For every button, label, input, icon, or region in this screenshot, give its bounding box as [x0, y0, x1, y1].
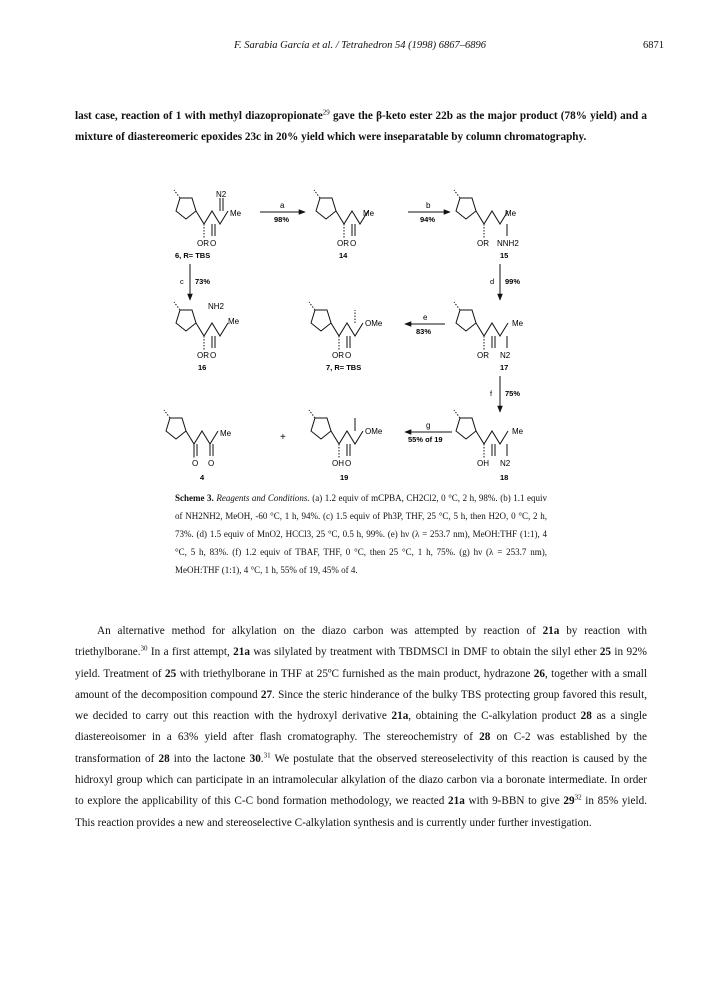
bold-text: as the major product (78% yield) and a mixture of diastereomeric epoxides [75, 110, 648, 144]
atom-label: O [192, 459, 199, 468]
text: , together with a small amount of the decomposition compound [75, 667, 648, 701]
compound-label: 19 [340, 473, 349, 482]
atom-label: O [210, 239, 217, 248]
compound-ref: 21a [391, 710, 409, 723]
atom-label: OR [477, 351, 489, 360]
atom-label: OH [332, 459, 344, 468]
plus-sign: + [280, 432, 286, 443]
step-letter: e [423, 313, 428, 322]
step-yield: 75% [505, 389, 521, 398]
paragraph-2 [75, 621, 647, 834]
step-yield: 73% [195, 277, 211, 286]
compound-ref: 21a [448, 795, 465, 808]
compound-14 [314, 190, 375, 260]
text: by reaction with triethylborane. [75, 625, 647, 659]
text: with triethylborane in THF at 25ºC furnished as the main product, hydrazone [176, 667, 534, 680]
compound-ref: 25 [599, 646, 612, 659]
compound-label: 14 [339, 251, 348, 260]
atom-label: OR [197, 239, 209, 248]
step-letter: d [490, 277, 495, 286]
bold-text: last case, reaction of [75, 110, 176, 122]
atom-label: Me [512, 427, 524, 436]
citation: 30 [140, 644, 148, 653]
text: In a first attempt, [147, 646, 234, 659]
bold-text: with methyl diazopropionate [181, 110, 323, 122]
step-letter: g [426, 421, 431, 430]
caption-body: (a) 1.2 equiv of mCPBA, CH2Cl2, 0 °C, 2 h, 98%. (b) 1.1 equiv of NH2NH2, MeOH, -60 °C, 1 h, 94%. (c) 1.5 equiv of Ph3P, THF, 25 °C, 5 h, then H2O, 0 °C, 2 h, 73%. (d) 1.5 equiv of MnO2, HCCl3, 25 °C, 0.5 h, 99%. (e) hν (λ = 253.7 nm), MeOH:THF (1:1), 4 °C, 5 h, 83%. (f) 1.2 equiv of TBAF, THF, 0 °C, then 25 °C, 1 h, 75%. (g) hν (λ = 253.7 nm), MeOH:THF (1:1), 4 °C, 1 h, 55% of 19, 45% of 4. [175, 493, 548, 575]
page-header [0, 40, 720, 56]
compound-16 [174, 302, 240, 372]
bold-text: in 20% yield which were inseparatable by column chromatography. [261, 131, 587, 144]
text: . Since the steric hinderance of the bulky TBS protecting group favored this result, we decided to carry out this reaction with the hydroxyl derivative [75, 688, 648, 723]
step-letter: b [426, 201, 431, 210]
compound-ref: 21a [542, 625, 560, 637]
caption-label: Scheme 3. [175, 493, 214, 503]
step-yield: 83% [416, 327, 432, 336]
atom-label: Me [220, 429, 232, 438]
atom-label: Me [512, 319, 524, 328]
compound-ref: 1 [175, 110, 182, 122]
atom-label: O [208, 459, 215, 468]
compound-17 [454, 302, 524, 372]
step-yield: 94% [420, 215, 436, 224]
compound-label: 18 [500, 473, 509, 482]
text: was silylated by treatment with TBDMSCl in DMF to obtain the silyl ether [249, 646, 600, 659]
compound-18 [454, 410, 524, 482]
compound-6 [174, 190, 242, 260]
compound-ref: 28 [580, 710, 592, 723]
atom-label: OMe [365, 427, 383, 436]
bold-text: gave the β-keto ester [329, 110, 436, 122]
atom-label: N2 [500, 459, 511, 468]
compound-ref: 28 [479, 731, 491, 744]
compound-ref: 28 [158, 752, 170, 765]
compound-4 [164, 410, 232, 482]
compound-ref: 21a [233, 646, 250, 659]
atom-label: OMe [365, 319, 383, 328]
atom-label: O [345, 459, 352, 468]
step-letter: f [490, 389, 493, 398]
compound-ref: 27 [260, 688, 273, 701]
compound-ref: 30 [249, 752, 261, 765]
text: in 92% yield. Treatment of [75, 646, 648, 680]
step-yield: 98% [274, 215, 290, 224]
atom-label: NNH2 [497, 239, 519, 248]
running-head: F. Sarabia García et al. / Tetrahedron 54 (1998) 6867–6896 [233, 40, 487, 51]
atom-label: N2 [216, 190, 227, 199]
citation: 29 [322, 108, 330, 117]
text: We postulate that the observed stereoselectivity of this reaction is caused by the hidroxyl group which can participate in an intramolecular alkylation of the diazo carbon via a boronate intermediate. In order to explore the applicability of this C-C bond formation methodology, we reacted [75, 752, 647, 808]
atom-label: O [350, 239, 357, 248]
text: in 85% yield. This reaction provides a new and stereoselective C-alkylation synthesis and is currently under further investigation. [75, 795, 647, 829]
compound-ref: 23c [244, 131, 262, 144]
text: . [260, 752, 264, 765]
compound-ref: 29 [563, 795, 575, 808]
text: into the lactone [169, 752, 250, 765]
compound-ref: 22b [435, 110, 453, 122]
text: as a single diastereoisomer in a 63% yield after flash cromatography. The stereochemistry of [75, 710, 647, 744]
text: An alternative method for alkylation on the diazo carbon was attempted by reaction of [97, 625, 543, 637]
compound-15 [454, 190, 519, 260]
step-letter: a [280, 201, 285, 210]
atom-label: OH [477, 459, 489, 468]
text: on C-2 was established by the transformation of [75, 731, 647, 765]
compound-label: 6, R= TBS [175, 251, 211, 260]
atom-label: OR [332, 351, 344, 360]
compound-label: 17 [500, 363, 509, 372]
atom-label: OR [197, 351, 209, 360]
atom-label: Me [228, 317, 240, 326]
step-yield: 99% [505, 277, 521, 286]
compound-ref: 25 [165, 667, 177, 680]
compound-19 [309, 410, 383, 482]
atom-label: N2 [500, 351, 511, 360]
compound-label: 15 [500, 251, 509, 260]
atom-label: OR [337, 239, 349, 248]
step-letter: c [180, 277, 184, 286]
atom-label: NH2 [208, 302, 225, 311]
scheme-caption [175, 489, 547, 579]
atom-label: O [210, 351, 217, 360]
step-yield: 55% of 19 [408, 435, 443, 444]
caption-heading: Reagents and Conditions. [216, 493, 310, 503]
text: with 9-BBN to give [464, 795, 564, 808]
paragraph-1 [75, 106, 647, 149]
compound-label: 16 [198, 363, 207, 372]
atom-label: Me [363, 209, 375, 218]
atom-label: Me [230, 209, 242, 218]
compound-label: 7, R= TBS [326, 363, 362, 372]
compound-7 [309, 302, 383, 372]
page-number: 6871 [643, 40, 664, 51]
atom-label: OR [477, 239, 489, 248]
compound-ref: 26 [533, 667, 545, 680]
reaction-scheme [160, 184, 560, 486]
atom-label: Me [505, 209, 517, 218]
citation: 31 [263, 751, 271, 760]
citation: 32 [574, 793, 582, 802]
text: , obtaining the C-alkylation product [408, 710, 581, 723]
compound-label: 4 [200, 473, 205, 482]
atom-label: O [345, 351, 352, 360]
